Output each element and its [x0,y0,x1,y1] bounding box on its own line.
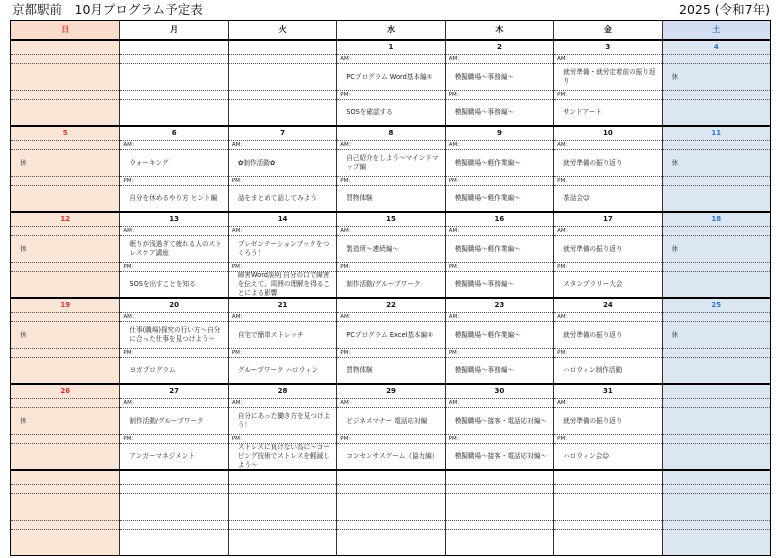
pm-label [663,349,770,358]
date-number: 3 [554,41,661,55]
am-program: 製造所～連続編～ [337,236,444,263]
pm-program: 自分を休めるやり方 ヒント編 [129,194,218,202]
am-program: 模擬職場～軽作業編～ [446,236,553,263]
pm-program: ヨガプログラム [129,366,176,374]
am-label [446,485,553,494]
am-program [229,64,336,91]
am-label [11,399,119,408]
am-label: AM： [120,399,227,408]
pm-program [554,530,661,555]
day-cell-empty [662,471,770,555]
pm-label [11,435,119,444]
pm-label [663,91,770,100]
am-label [120,485,227,494]
pm-program: スタンプラリー大会 [563,280,623,288]
pm-label: PM： [446,91,553,100]
date-number: 19 [11,299,119,313]
am-label: AM： [446,313,553,322]
day-cell-21 [228,299,336,383]
am-label [337,485,444,494]
pm-program: 模擬職場～接客・電話応対編～ [454,452,548,460]
pm-program [229,100,336,125]
am-label: AM： [337,313,444,322]
pm-label: PM： [446,349,553,358]
day-cell-17 [553,213,661,297]
date-number: 1 [337,41,444,55]
pm-label: PM： [446,435,553,444]
pm-program: コンセンサスゲーム（協力編） [346,452,439,460]
am-label: AM： [229,141,336,150]
pm-program [11,186,119,211]
am-program [554,494,661,521]
pm-label: PM： [337,177,444,186]
week-rows [11,39,770,555]
day-cell-15 [336,213,444,297]
am-program: 休 [663,150,770,177]
pm-program: ハロウィン制作活動 [563,366,623,374]
pm-label: PM： [337,91,444,100]
am-label [11,313,119,322]
am-label [663,55,770,64]
pm-program: ハロウィン会☺ [563,452,610,460]
day-cell-25 [662,299,770,383]
am-program: ✿制作活動✿ [229,150,336,177]
date-number: 26 [11,385,119,399]
pm-label [229,91,336,100]
page-title: 京都駅前 10月プログラム予定表 [12,2,203,17]
pm-label [663,263,770,272]
day-cell-11 [662,127,770,211]
am-program: プレゼンテーションブックをつくろう！ [229,236,336,263]
am-label [663,485,770,494]
pm-label: PM： [120,177,227,186]
am-label: AM： [229,399,336,408]
am-program: 模擬職場～軽作業編～ [446,150,553,177]
am-label: AM： [554,141,661,150]
pm-label: PM： [554,91,661,100]
date-number: 6 [120,127,227,141]
day-cell-6 [119,127,227,211]
date-number: 20 [120,299,227,313]
am-label [229,55,336,64]
am-program: ビジネスマナー 電話応対編 [337,408,444,435]
pm-program: SOSを出すことを知る [129,280,196,288]
am-program: 模擬職場～軽作業編～ [446,322,553,349]
pm-program: サンドアート [563,108,602,116]
pm-program: 障害Word説明 自分の口で障害を伝えて、周囲の理解を得ることによる影響 [237,272,331,297]
day-cell-empty [336,471,444,555]
am-program [120,64,227,91]
pm-program [11,530,119,555]
am-label [11,227,119,236]
pm-label [663,435,770,444]
pm-label: PM： [120,349,227,358]
pm-program: 買物体験 [346,366,373,374]
date-number [446,471,553,485]
am-program [663,408,770,435]
pm-label [11,349,119,358]
day-cell-10 [553,127,661,211]
date-number: 7 [229,127,336,141]
day-cell-5 [11,127,119,211]
day-cell-22 [336,299,444,383]
am-program: 就労準備・就労定着前の振り返り [554,64,661,91]
date-number [554,471,661,485]
am-program: 休 [663,322,770,349]
date-number [120,471,227,485]
date-number: 23 [446,299,553,313]
pm-program: 模擬職場～軽作業編～ [454,194,521,202]
day-cell-empty [445,471,553,555]
am-program: 就労準備の振り返り [554,408,661,435]
day-cell-24 [553,299,661,383]
am-label: AM： [554,313,661,322]
date-number: 8 [337,127,444,141]
week-row [11,383,770,469]
day-cell-empty [228,41,336,125]
pm-label [337,521,444,530]
am-program: 休 [663,236,770,263]
date-number: 21 [229,299,336,313]
pm-label [663,521,770,530]
am-program: 休 [11,322,119,349]
weekday-header-tuesday: 火 [228,21,336,39]
date-number: 24 [554,299,661,313]
day-cell-8 [336,127,444,211]
pm-label [120,521,227,530]
week-row [11,297,770,383]
date-number: 15 [337,213,444,227]
schedule-calendar [10,20,771,556]
day-cell-31 [553,385,661,469]
pm-label [11,521,119,530]
am-program [11,494,119,521]
am-program [446,494,553,521]
am-label: AM： [446,399,553,408]
pm-program: 話をまとめて話してみよう [237,194,317,202]
pm-label: PM： [229,435,336,444]
weekday-header-saturday: 土 [662,21,770,39]
day-cell-4 [662,41,770,125]
am-label: AM： [337,227,444,236]
day-cell-14 [228,213,336,297]
day-cell-20 [119,299,227,383]
pm-program [11,444,119,469]
date-number: 30 [446,385,553,399]
am-program [120,494,227,521]
day-cell-empty [11,471,119,555]
pm-program [663,530,770,555]
date-number [337,471,444,485]
date-number: 29 [337,385,444,399]
weekday-header-thursday: 木 [445,21,553,39]
am-label: AM： [446,227,553,236]
am-label: AM： [120,313,227,322]
pm-program [337,530,444,555]
date-number: 14 [229,213,336,227]
am-program: 模擬職場～事務編～ [446,64,553,91]
day-cell-3 [553,41,661,125]
pm-label: PM： [337,349,444,358]
am-program: PCプログラム Word基本編① [337,64,444,91]
date-number: 2 [446,41,553,55]
pm-label: PM： [446,177,553,186]
am-label: AM： [229,313,336,322]
am-program: 休 [11,236,119,263]
pm-label: PM： [554,349,661,358]
pm-program [663,186,770,211]
pm-label [446,521,553,530]
am-program: 制作活動/グループワーク [120,408,227,435]
date-number: 22 [337,299,444,313]
date-number [663,385,770,399]
date-number [663,471,770,485]
weekday-header-friday: 金 [553,21,661,39]
day-cell-empty [553,471,661,555]
pm-label: PM： [229,177,336,186]
day-cell-empty [662,385,770,469]
day-cell-26 [11,385,119,469]
pm-label: PM： [554,263,661,272]
pm-program: 制作活動/グループワーク [346,280,421,288]
am-label: AM： [337,399,444,408]
pm-label [120,91,227,100]
am-program: 就労準備の振り返り [554,236,661,263]
am-program: 休 [11,150,119,177]
year-label: 2025 (令和7年) [679,2,770,17]
day-cell-29 [336,385,444,469]
pm-program [663,444,770,469]
date-number: 10 [554,127,661,141]
am-label: AM： [446,55,553,64]
pm-label: PM： [120,435,227,444]
am-label [11,55,119,64]
date-number [11,471,119,485]
pm-program [11,358,119,383]
am-program [663,494,770,521]
pm-program [11,272,119,297]
am-program: 休 [11,408,119,435]
am-program [337,494,444,521]
weekday-header-sunday: 日 [11,21,119,39]
am-label: AM： [229,227,336,236]
am-label [554,485,661,494]
day-cell-12 [11,213,119,297]
am-label: AM： [337,141,444,150]
pm-program: グループワーク ハロウィン [237,366,319,374]
am-program: 就労準備の振り返り [554,322,661,349]
date-number [11,41,119,55]
pm-program: 模擬職場～事務編～ [454,366,515,374]
day-cell-1 [336,41,444,125]
date-number: 25 [663,299,770,313]
am-label [11,485,119,494]
day-cell-30 [445,385,553,469]
pm-program [446,530,553,555]
pm-label: PM： [337,263,444,272]
pm-label [229,521,336,530]
pm-label: PM： [446,263,553,272]
pm-program: ストレスに負けない為に～コーピング技術でストレスを軽減しよう～ [237,444,330,469]
am-label: AM： [554,227,661,236]
am-label: AM： [120,227,227,236]
day-cell-18 [662,213,770,297]
am-label [663,399,770,408]
am-program: 模擬職場～接客・電話応対編～ [446,408,553,435]
date-number: 31 [554,385,661,399]
day-cell-empty [119,471,227,555]
day-cell-7 [228,127,336,211]
date-number: 28 [229,385,336,399]
am-program: ウォーキング [120,150,227,177]
pm-label [11,177,119,186]
pm-label [663,177,770,186]
pm-program [11,100,119,125]
day-cell-9 [445,127,553,211]
am-label: AM： [120,141,227,150]
am-program: 仕事(職場)探究の行い方～自分に合った仕事を見つけよう～ [120,322,227,349]
day-cell-13 [119,213,227,297]
date-number: 12 [11,213,119,227]
date-number: 4 [663,41,770,55]
day-cell-empty [228,471,336,555]
date-number: 16 [446,213,553,227]
date-number [120,41,227,55]
day-cell-27 [119,385,227,469]
date-number: 5 [11,127,119,141]
date-number: 11 [663,127,770,141]
am-label [11,141,119,150]
pm-label: PM： [229,263,336,272]
day-cell-23 [445,299,553,383]
pm-label [11,91,119,100]
week-row [11,211,770,297]
date-number: 9 [446,127,553,141]
week-row [11,469,770,555]
date-number: 18 [663,213,770,227]
am-program [11,64,119,91]
am-program: 就労準備の振り返り [554,150,661,177]
pm-program: アンガーマネジメント [129,452,195,460]
pm-program [663,100,770,125]
pm-program: 模擬職場～事務編～ [454,108,515,116]
week-row [11,125,770,211]
am-label: AM： [446,141,553,150]
am-label [663,313,770,322]
pm-label: PM： [337,435,444,444]
am-label [663,227,770,236]
am-program: PCプログラム Excel基本編② [337,322,444,349]
pm-label [11,263,119,272]
pm-label: PM： [120,263,227,272]
am-program: 自宅で簡単ストレッチ [229,322,336,349]
day-cell-empty [11,41,119,125]
pm-program [663,272,770,297]
day-cell-2 [445,41,553,125]
am-label [663,141,770,150]
pm-label: PM： [229,349,336,358]
date-number [229,471,336,485]
weekday-header-wednesday: 水 [336,21,444,39]
week-row [11,39,770,125]
day-cell-16 [445,213,553,297]
pm-program: SOSを確認する [346,108,393,116]
weekday-header-row [11,21,770,39]
day-cell-empty [119,41,227,125]
pm-program [120,100,227,125]
am-program [229,494,336,521]
am-label [120,55,227,64]
pm-program [663,358,770,383]
date-number: 17 [554,213,661,227]
pm-program [120,530,227,555]
day-cell-19 [11,299,119,383]
am-program: 自分にあった働き方を見つけよう！ [229,408,336,435]
pm-program [229,530,336,555]
pm-program: 茶話会☺ [563,194,590,202]
am-label [229,485,336,494]
am-label: AM： [554,399,661,408]
pm-label [554,521,661,530]
am-program: 自己紹介をしよう～マインドマップ編 [337,150,444,177]
pm-label: PM： [554,435,661,444]
am-program: 休 [663,64,770,91]
pm-label: PM： [554,177,661,186]
date-number [229,41,336,55]
pm-program: 買物体験 [346,194,373,202]
weekday-header-monday: 月 [119,21,227,39]
date-number: 27 [120,385,227,399]
day-cell-28 [228,385,336,469]
am-label: AM： [554,55,661,64]
date-number: 13 [120,213,227,227]
pm-program: 模擬職場～事務編～ [454,280,515,288]
am-program: 眠りが浅過ぎて疲れる人のストレスケア講座 [120,236,227,263]
am-label: AM： [337,55,444,64]
